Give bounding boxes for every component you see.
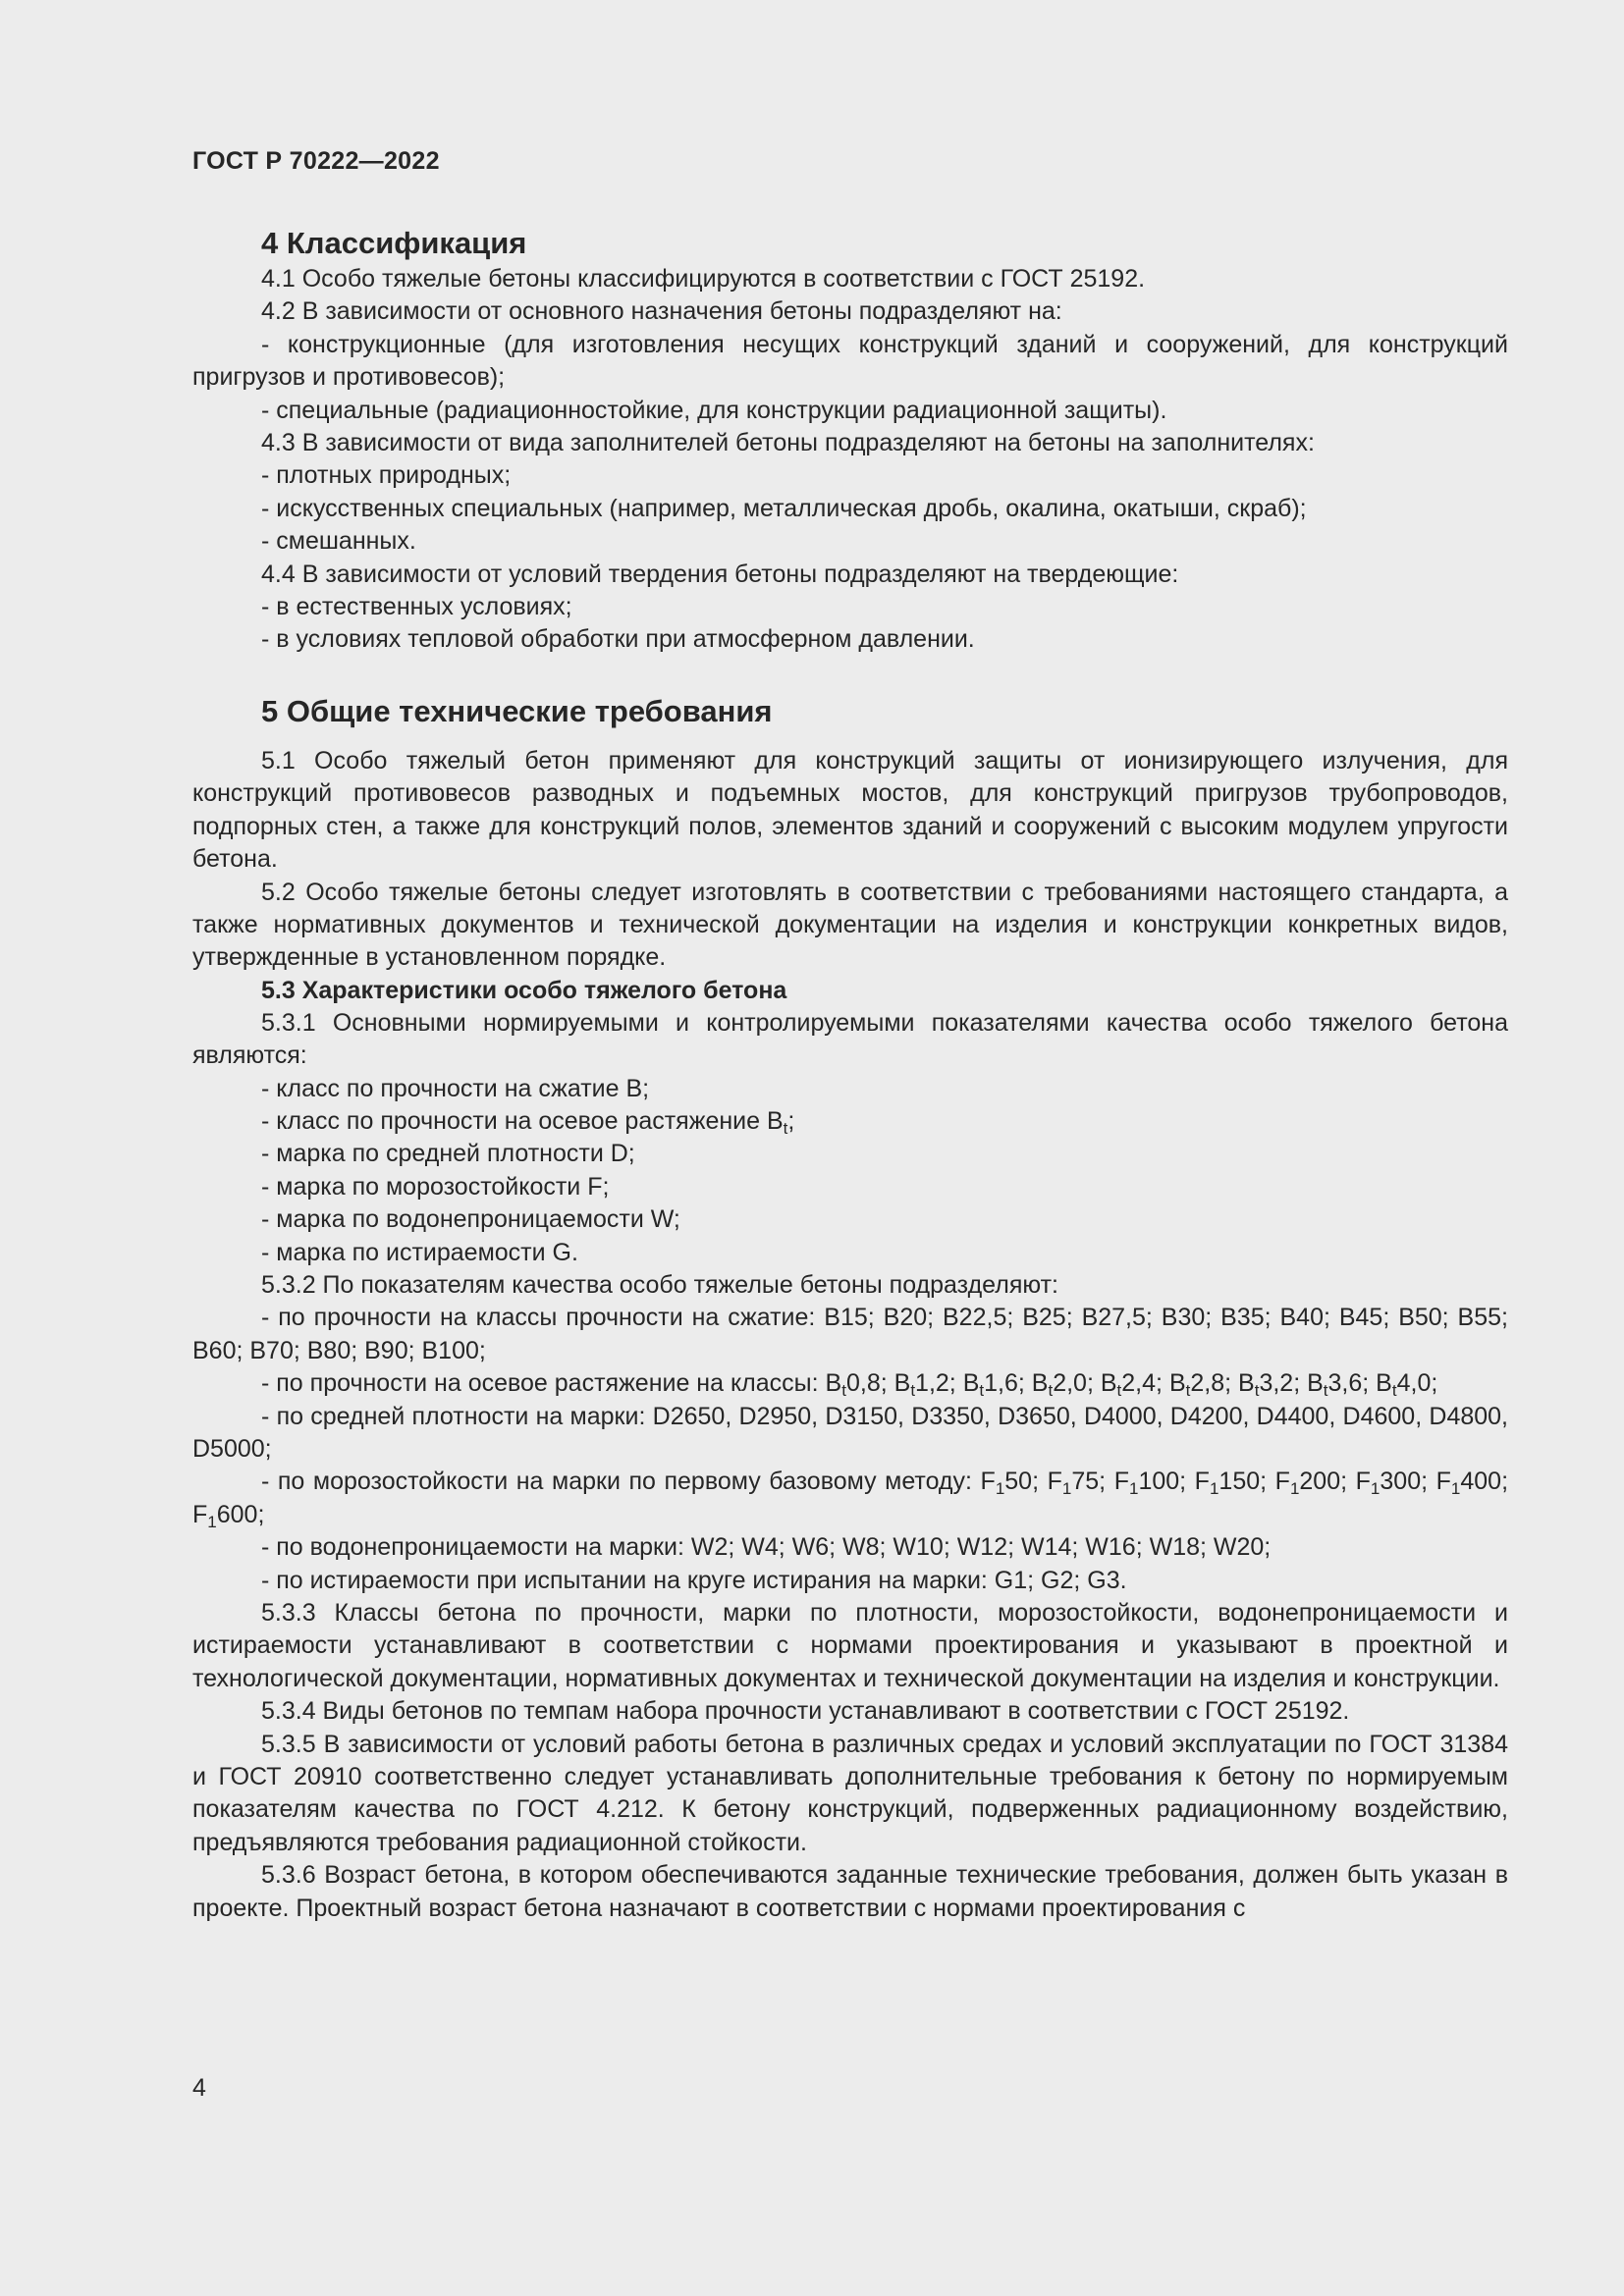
grade-value: 200; (1299, 1468, 1356, 1496)
paragraph-5-1: 5.1 Особо тяжелый бетон применяют для конструкций защиты от ионизирующего излучения, для конструкций противовесов разводных и подъемных мостов, для конструкций пригрузов трубопроводов, подпорных стен, а также для конструкций полов, элементов зданий и сооружений с высоким модулем упругости бетона. (192, 746, 1508, 874)
subscript: 1 (207, 1512, 217, 1531)
subscript: t (1116, 1381, 1122, 1401)
class-value: 1,2; (915, 1369, 963, 1398)
subscript: 1 (1061, 1479, 1072, 1499)
subscript: 1 (1209, 1479, 1219, 1499)
subscript: 1 (1370, 1479, 1380, 1499)
class-value: 4,0; (1396, 1369, 1438, 1398)
class-symbol: B (1238, 1369, 1255, 1398)
list-item (192, 1466, 1508, 1531)
class-value: 3,2; (1259, 1369, 1308, 1398)
grade-symbol: F (1435, 1468, 1451, 1496)
grade-value: 600; (216, 1500, 265, 1528)
paragraph-5-2: 5.2 Особо тяжелые бетоны следует изготовлять в соответствии с требованиями настоящего стандарта, а также нормативных документов и технической документации на изделия и конструкции конкретных видов, утвержденные в установленном порядке. (192, 878, 1508, 972)
class-value: 0,8; (845, 1369, 894, 1398)
class-symbol: B (825, 1369, 842, 1398)
subscript: 1 (1289, 1479, 1300, 1499)
class-symbol: B (1031, 1369, 1049, 1398)
subscript: t (1391, 1381, 1397, 1401)
subscript: t (783, 1118, 788, 1138)
list-item (192, 1367, 1508, 1400)
paragraph-4-1: 4.1 Особо тяжелые бетоны классифицируются в соответствии с ГОСТ 25192. (261, 265, 1146, 293)
grade-value: 75; (1071, 1468, 1114, 1496)
section-5-title: 5 Общие технические требования (261, 693, 773, 728)
paragraph-4-2: 4.2 В зависимости от основного назначения бетоны подразделяют на: (261, 297, 1062, 326)
class-value: 2,8; (1190, 1369, 1239, 1398)
class-value: 3,6; (1327, 1369, 1377, 1398)
subscript: t (979, 1381, 985, 1401)
subscript: 1 (995, 1479, 1005, 1499)
grade-symbol: F (1355, 1468, 1371, 1496)
list-item: - марка по морозостойкости F; (261, 1172, 610, 1201)
document-code: ГОСТ Р 70222—2022 (192, 147, 440, 175)
list-item: - по водонепроницаемости на марки: W2; W4; W6; W8; W10; W12; W14; W16; W18; W20; (261, 1533, 1272, 1562)
grade-value: 300; (1380, 1468, 1436, 1496)
paragraph-5-3-4: 5.3.4 Виды бетонов по темпам набора прочности устанавливают в соответствии с ГОСТ 25192. (261, 1697, 1350, 1726)
section-4-title: 4 Классификация (261, 226, 527, 260)
list-item (192, 1105, 1508, 1138)
list-item: - по прочности на классы прочности на сжатие: B15; B20; B22,5; B25; B27,5; B30; B35; B40; B45; B50; B55; B60; B70; B80; B90; B100; (192, 1304, 1508, 1364)
grade-value: 100; (1138, 1468, 1195, 1496)
class-value: 2,4; (1121, 1369, 1169, 1398)
list-item: - по средней плотности на марки: D2650, D2950, D3150, D3350, D3650, D4000, D4200, D4400, D4600, D4800, D5000; (192, 1402, 1508, 1463)
grade-symbol: F (192, 1500, 208, 1528)
subsection-5-3-title: 5.3 Характеристики особо тяжелого бетона (261, 976, 787, 1004)
subscript: t (1254, 1381, 1260, 1401)
list-item: - специальные (радиационностойкие, для конструкции радиационной защиты). (261, 396, 1167, 424)
subscript: t (910, 1381, 916, 1401)
list-item: - в естественных условиях; (261, 593, 572, 621)
list-item: - искусственных специальных (например, металлическая дробь, окалина, окатыши, скраб); (261, 494, 1307, 522)
grade-symbol: F (1113, 1468, 1129, 1496)
grade-value: 400; (1460, 1468, 1509, 1496)
list-item: - плотных природных; (261, 461, 512, 490)
subscript: t (1185, 1381, 1191, 1401)
list-item: - класс по прочности на сжатие B; (261, 1074, 650, 1102)
paragraph-5-3-3: 5.3.3 Классы бетона по прочности, марки по плотности, морозостойкости, водонепроницаемости и истираемости устанавливают в соответствии с нормами проектирования и указывают в проектной и технологической документации, нормативных документах и технической документации на изделия и конструкции. (192, 1599, 1508, 1692)
list-item: - смешанных. (261, 527, 416, 556)
paragraph-5-3-1: 5.3.1 Основными нормируемыми и контролируемыми показателями качества особо тяжелого бетона являются: (192, 1008, 1508, 1070)
grade-value: 50; (1004, 1468, 1048, 1496)
list-item-text: ; (787, 1106, 795, 1135)
paragraph-4-3: 4.3 В зависимости от вида заполнителей бетоны подразделяют на бетоны на заполнителях: (261, 429, 1315, 457)
page-number: 4 (192, 2074, 206, 2102)
subscript: t (1048, 1381, 1054, 1401)
list-item-text: - по прочности на осевое растяжение на классы: (261, 1369, 826, 1398)
list-item-text: - класс по прочности на осевое растяжение B (261, 1106, 784, 1135)
grade-symbol: F (1047, 1468, 1062, 1496)
paragraph-5-3-2: 5.3.2 По показателям качества особо тяжелые бетоны подразделяют: (261, 1270, 1058, 1299)
paragraph-5-3-6: 5.3.6 Возраст бетона, в котором обеспечиваются заданные технические требования, должен быть указан в проекте. Проектный возраст бетона назначают в соответствии с нормами проектирования с (192, 1861, 1508, 1922)
list-item-text: - по морозостойкости на марки по первому базовому методу: (261, 1468, 981, 1496)
list-item: - марка по водонепроницаемости W; (261, 1205, 680, 1234)
list-item: - в условиях тепловой обработки при атмосферном давлении. (261, 625, 975, 654)
list-item: - по истираемости при испытании на круге истирания на марки: G1; G2; G3. (261, 1566, 1127, 1594)
class-value: 1,6; (984, 1369, 1032, 1398)
list-item: - марка по истираемости G. (261, 1238, 578, 1266)
paragraph-5-3-5: 5.3.5 В зависимости от условий работы бетона в различных средах и условий эксплуатации по ГОСТ 31384 и ГОСТ 20910 соответственно следует устанавливать дополнительные требования к бетону по нормируемым показателям качества по ГОСТ 4.212. К бетону конструкций, подверженных радиационному воздействию, предъявляются требования радиационной стойкости. (192, 1730, 1508, 1856)
page-content (192, 224, 1508, 1925)
list-item: - конструкционные (для изготовления несущих конструкций зданий и сооружений, для конструкций пригрузов и противовесов); (192, 330, 1508, 392)
class-symbol: B (1307, 1369, 1324, 1398)
subscript: 1 (1128, 1479, 1139, 1499)
paragraph-4-4: 4.4 В зависимости от условий твердения бетоны подразделяют на твердеющие: (261, 560, 1179, 588)
grade-symbol: F (1274, 1468, 1290, 1496)
class-value: 2,0; (1053, 1369, 1101, 1398)
class-symbol: B (1376, 1369, 1392, 1398)
subscript: 1 (1450, 1479, 1461, 1499)
class-symbol: B (893, 1369, 911, 1398)
subscript: t (1323, 1381, 1328, 1401)
subscript: t (841, 1381, 846, 1401)
grade-value: 150; (1218, 1468, 1275, 1496)
class-symbol: B (1100, 1369, 1117, 1398)
grade-symbol: F (1194, 1468, 1210, 1496)
grade-symbol: F (980, 1468, 996, 1496)
class-symbol: B (962, 1369, 980, 1398)
class-symbol: B (1168, 1369, 1186, 1398)
list-item: - марка по средней плотности D; (261, 1140, 635, 1168)
